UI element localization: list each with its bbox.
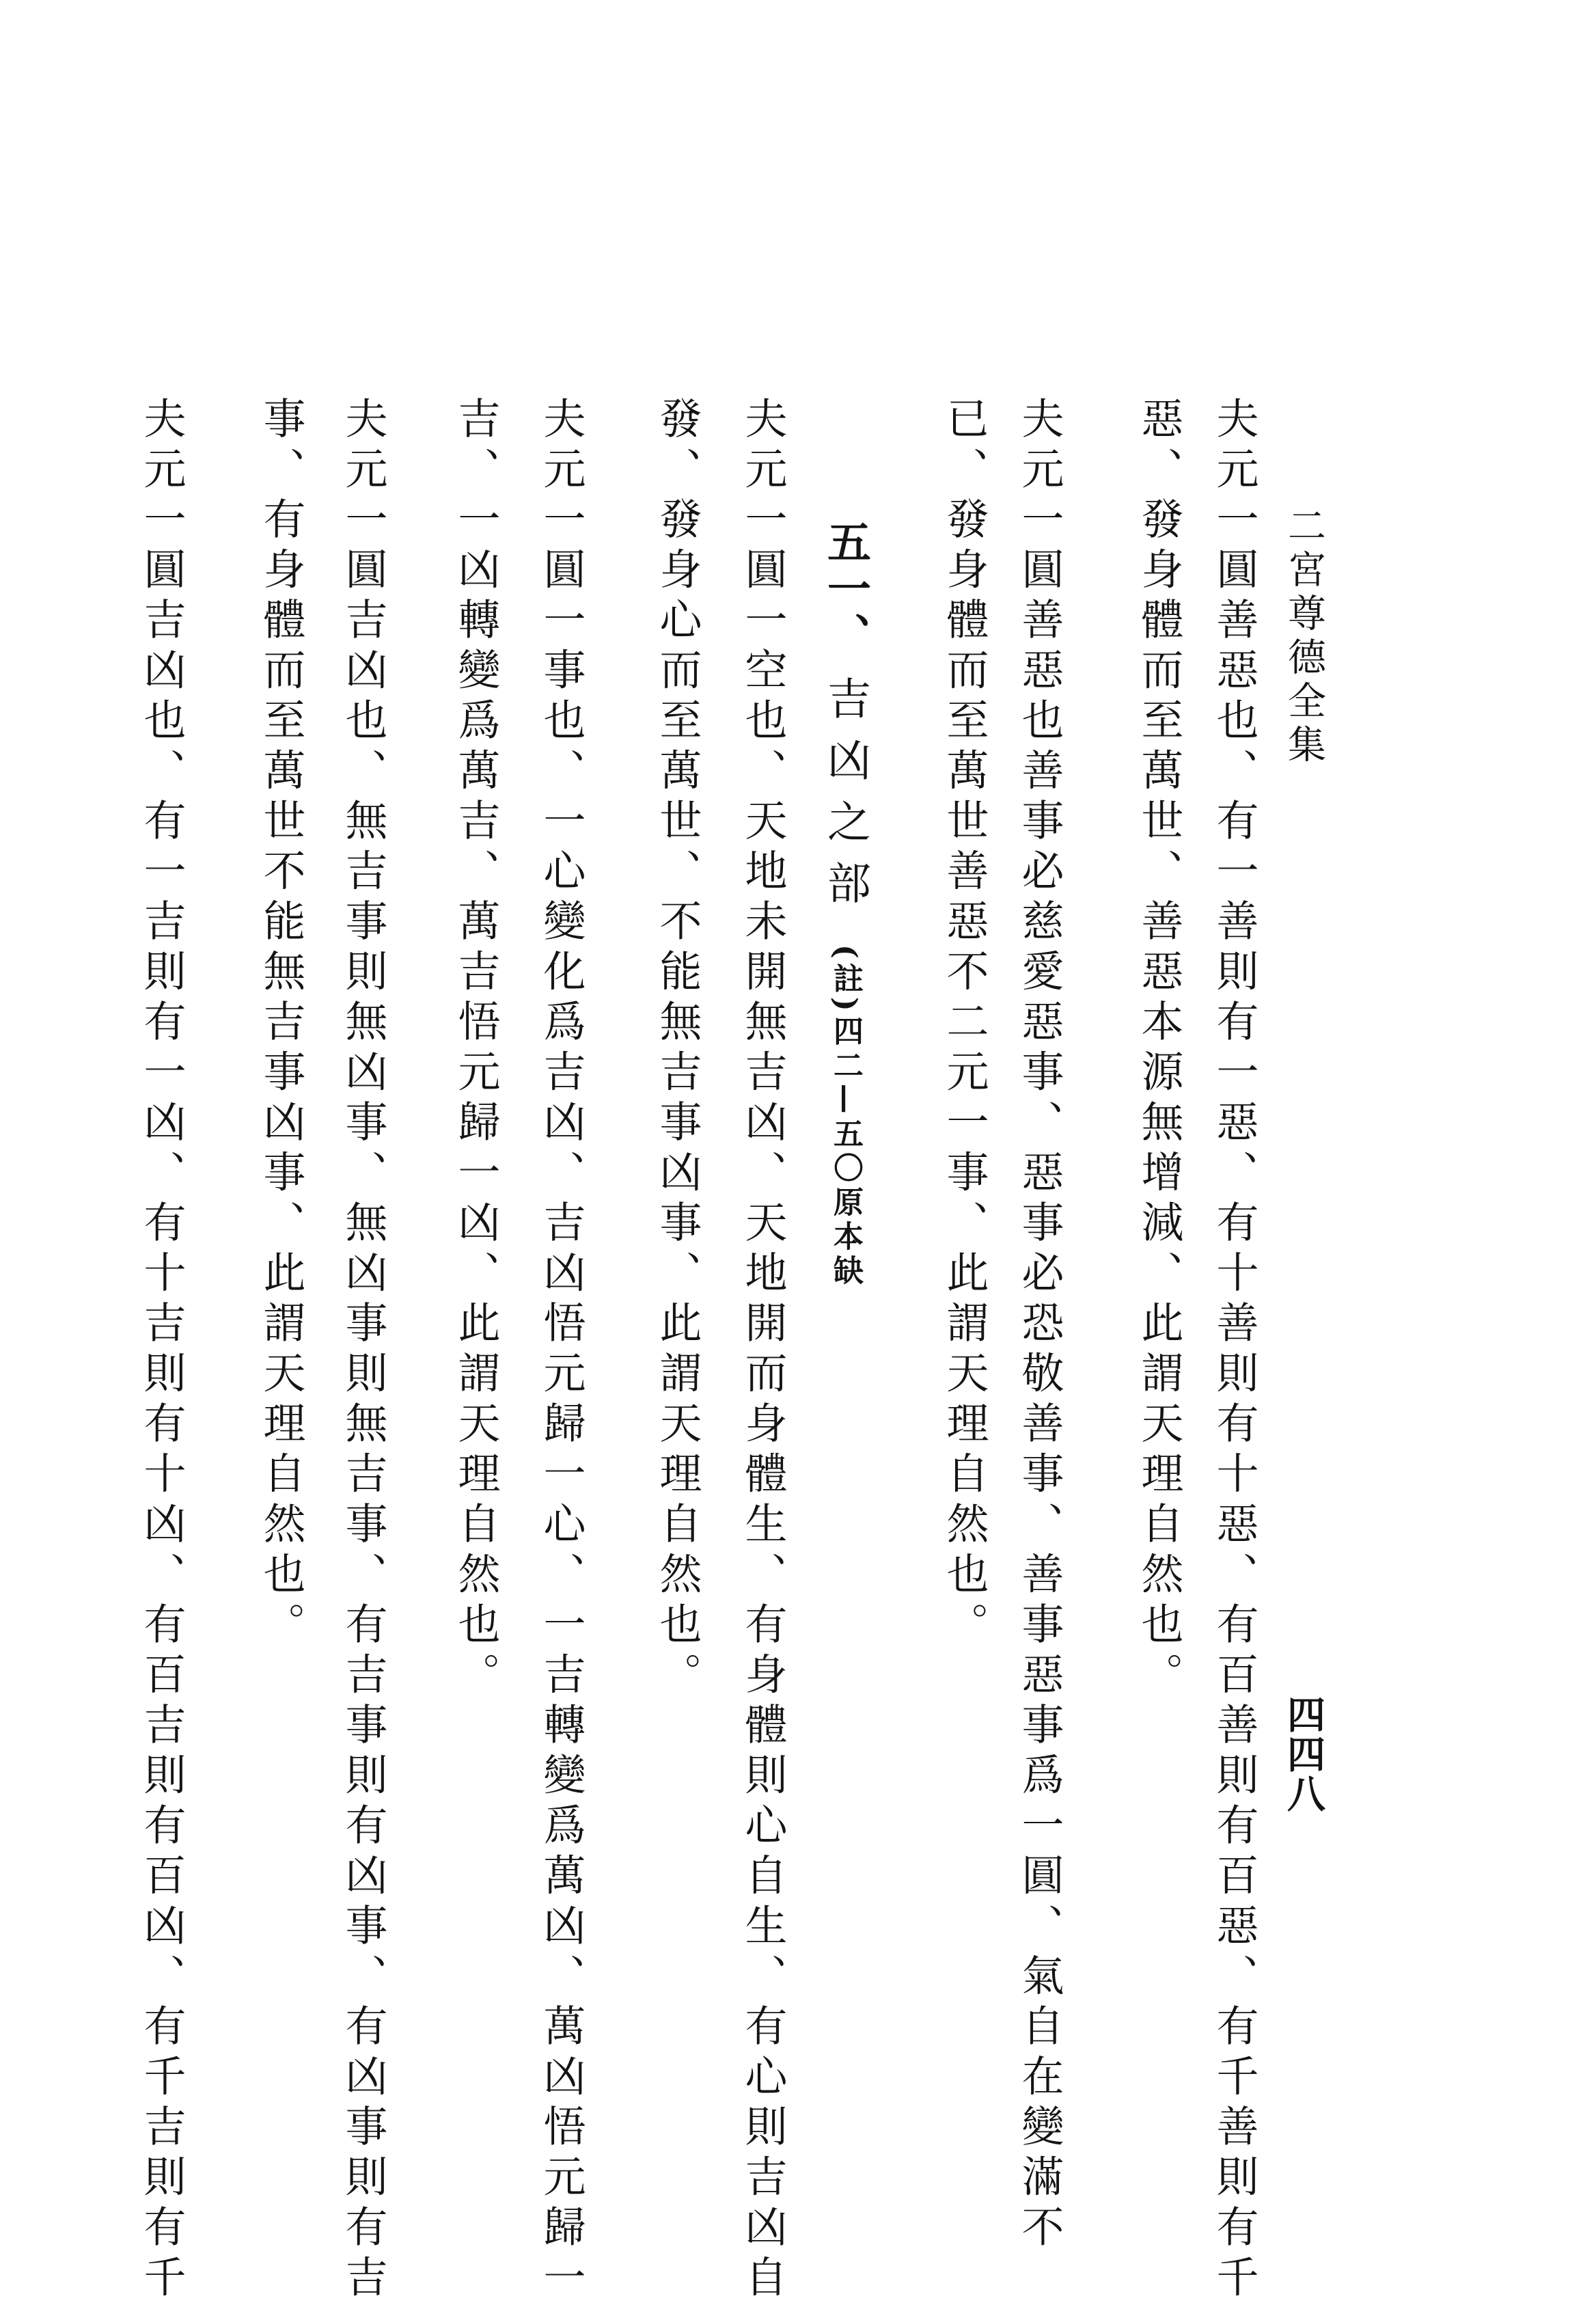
page-number: 四四八 xyxy=(1281,1695,1326,1814)
section-title: 吉凶之部 xyxy=(820,676,870,923)
text-column-5: 夫元一圓一空也、天地未開無吉凶、天地開而身體生、有身體則心自生、有心則吉凶自 xyxy=(738,396,788,2305)
text-column-4: 已、發身體而至萬世善惡不二元一事、此謂天理自然也。 xyxy=(939,396,989,1652)
section-heading xyxy=(820,519,871,1289)
running-title: 二宮尊德全集 xyxy=(1282,506,1326,768)
text-column-6: 發、發身心而至萬世、不能無吉事凶事、此謂天理自然也。 xyxy=(652,396,702,1702)
text-column-11: 夫元一圓吉凶也、有一吉則有一凶、有十吉則有十凶、有百吉則有百凶、有千吉則有千 xyxy=(137,396,187,2305)
section-note: (註)四二—五〇原本缺 xyxy=(828,944,863,1289)
text-column-1: 夫元一圓善惡也、有一善則有一惡、有十善則有十惡、有百善則有百惡、有千善則有千 xyxy=(1209,396,1259,2305)
section-number: 五一、 xyxy=(820,519,871,659)
text-column-8: 吉、一凶轉變爲萬吉、萬吉悟元歸一凶、此謂天理自然也。 xyxy=(451,396,501,1702)
text-column-2: 惡、發身體而至萬世、善惡本源無增減、此謂天理自然也。 xyxy=(1134,396,1184,1702)
text-column-10: 事、有身體而至萬世不能無吉事凶事、此謂天理自然也。 xyxy=(256,396,306,1652)
text-column-3: 夫元一圓善惡也善事必慈愛惡事、惡事必恐敬善事、善事惡事爲一圓、氣自在變滿不 xyxy=(1015,396,1064,2255)
text-column-9: 夫元一圓吉凶也、無吉事則無凶事、無凶事則無吉事、有吉事則有凶事、有凶事則有吉 xyxy=(338,396,388,2305)
text-column-7: 夫元一圓一事也、一心變化爲吉凶、吉凶悟元歸一心、一吉轉變爲萬凶、萬凶悟元歸一 xyxy=(536,396,586,2305)
